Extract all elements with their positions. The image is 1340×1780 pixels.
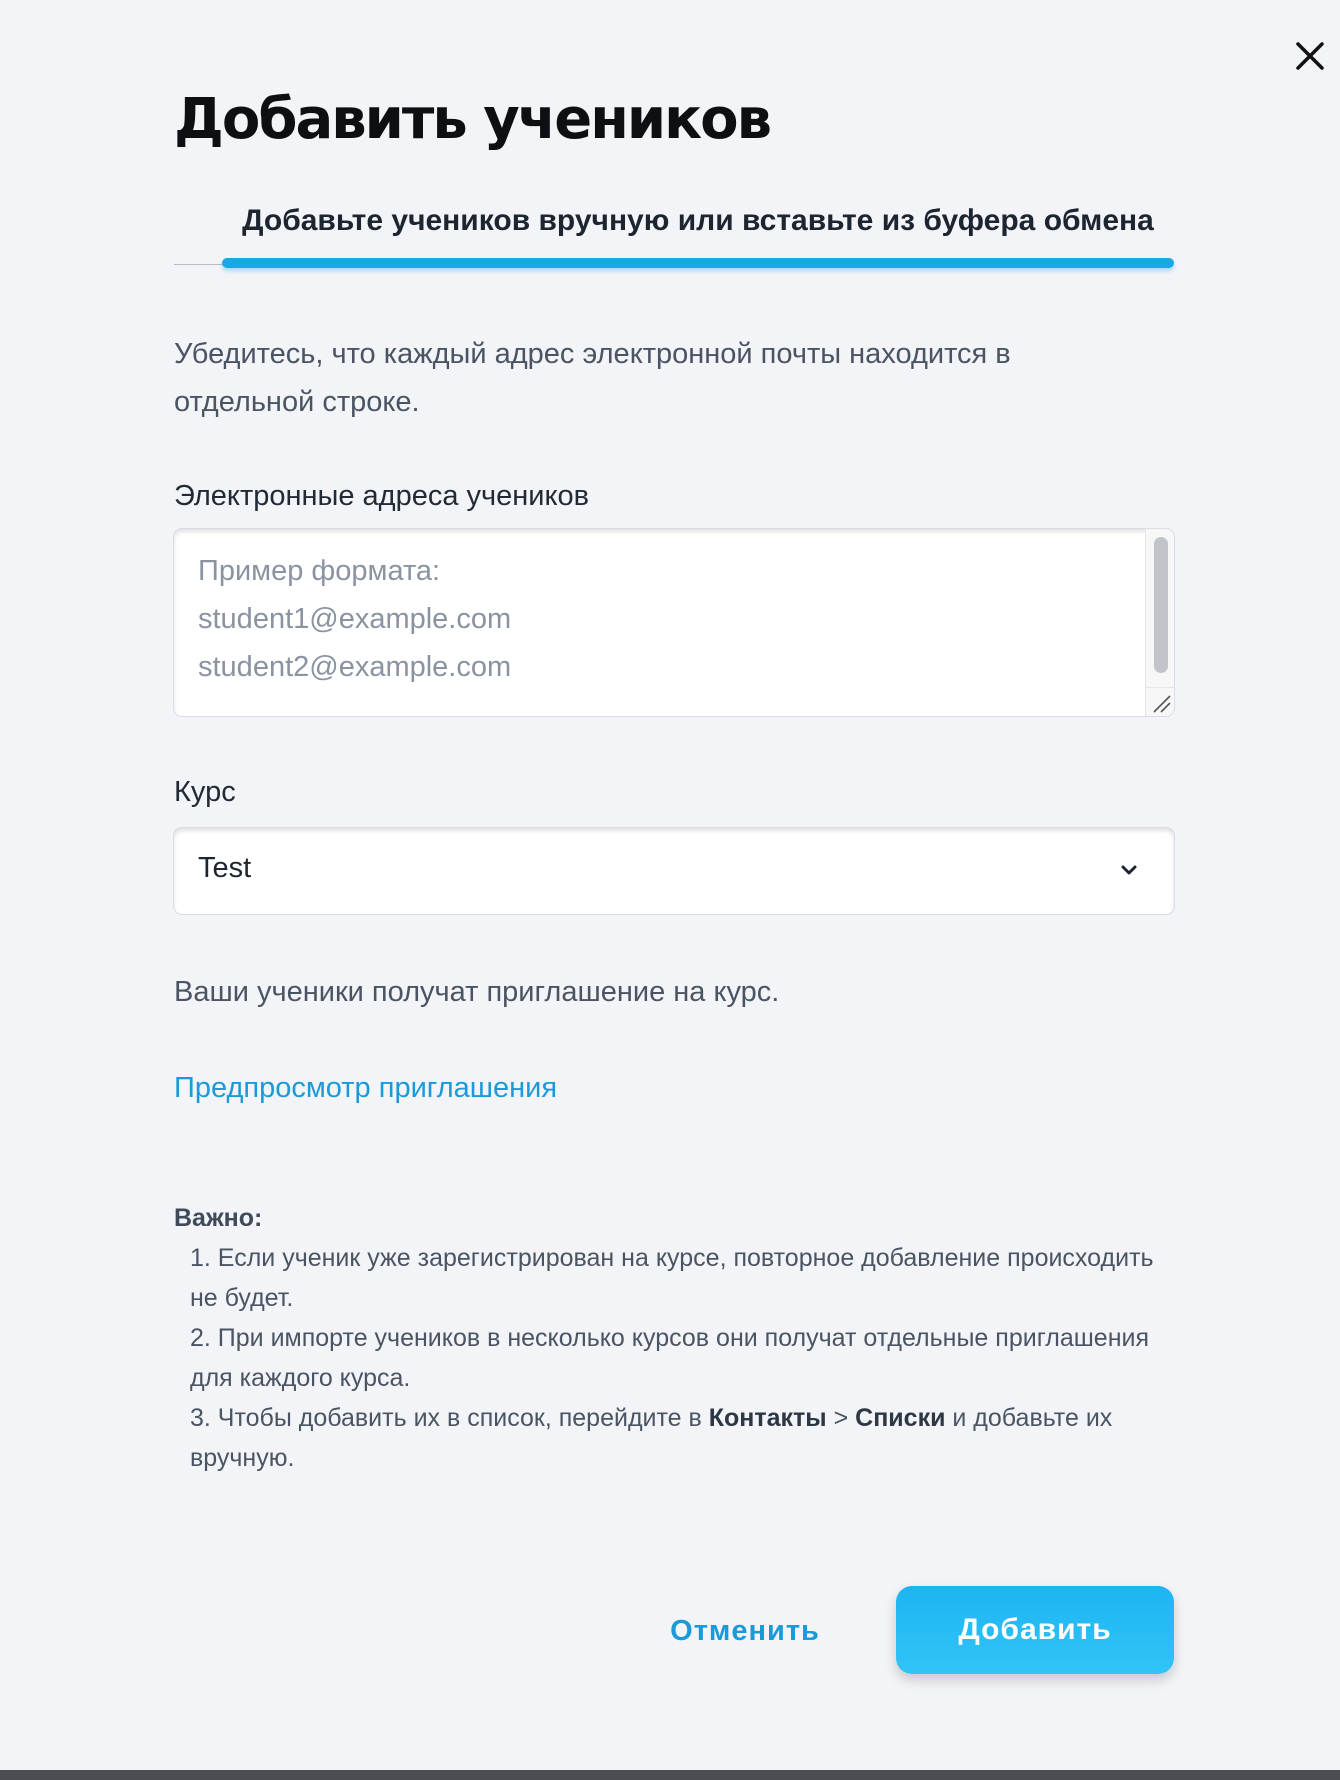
important-item-3-after: и добавьте их вручную. — [190, 1404, 1113, 1472]
emails-textarea-wrapper — [174, 529, 1174, 716]
active-tab-indicator — [222, 258, 1174, 268]
preview-invitation-link[interactable]: Предпросмотр приглашения — [174, 1072, 558, 1104]
dialog-title: Добавить учеников — [174, 87, 771, 152]
tab-bar — [174, 196, 1174, 272]
intro-text: Убедитесь, что каждый адрес электронной почты находится в отдельной строке. — [174, 338, 1011, 418]
important-item-3-before: 3. Чтобы добавить их в список, перейдите в — [190, 1404, 709, 1432]
important-notes — [174, 1198, 1174, 1478]
course-label: Курс — [174, 776, 236, 808]
add-button[interactable]: Добавить — [896, 1586, 1174, 1674]
resize-grip-icon — [1146, 688, 1174, 716]
important-list — [174, 1238, 1174, 1478]
important-item-3 — [190, 1398, 1174, 1478]
tab-label: Добавьте учеников вручную или вставьте из буфера обмена — [242, 204, 1154, 237]
invite-note: Ваши ученики получат приглашение на курс. — [174, 976, 780, 1008]
scrollbar-thumb[interactable] — [1154, 537, 1168, 673]
cancel-button[interactable]: Отменить — [660, 1610, 830, 1652]
course-select[interactable] — [174, 828, 1174, 914]
lists-label: Списки — [855, 1404, 946, 1432]
tab-manual-or-paste[interactable] — [222, 196, 1174, 270]
important-heading: Важно: — [174, 1204, 263, 1232]
contacts-label: Контакты — [708, 1404, 827, 1432]
bottom-edge-bar — [0, 1770, 1340, 1780]
important-item-1: 1. Если ученик уже зарегистрирован на курсе, повторное добавление происходить не будет. — [190, 1244, 1154, 1312]
close-button[interactable] — [1288, 34, 1332, 78]
chevron-down-icon — [1118, 862, 1140, 878]
breadcrumb-separator: > — [826, 1404, 856, 1432]
resize-handle[interactable] — [1146, 687, 1174, 716]
close-icon — [1288, 34, 1332, 78]
course-selected-value: Test — [198, 852, 252, 884]
important-item-2: 2. При импорте учеников в несколько курсов они получат отдельные приглашения для каждого курса. — [190, 1324, 1150, 1392]
emails-textarea[interactable] — [174, 529, 1142, 716]
emails-label: Электронные адреса учеников — [174, 480, 590, 512]
